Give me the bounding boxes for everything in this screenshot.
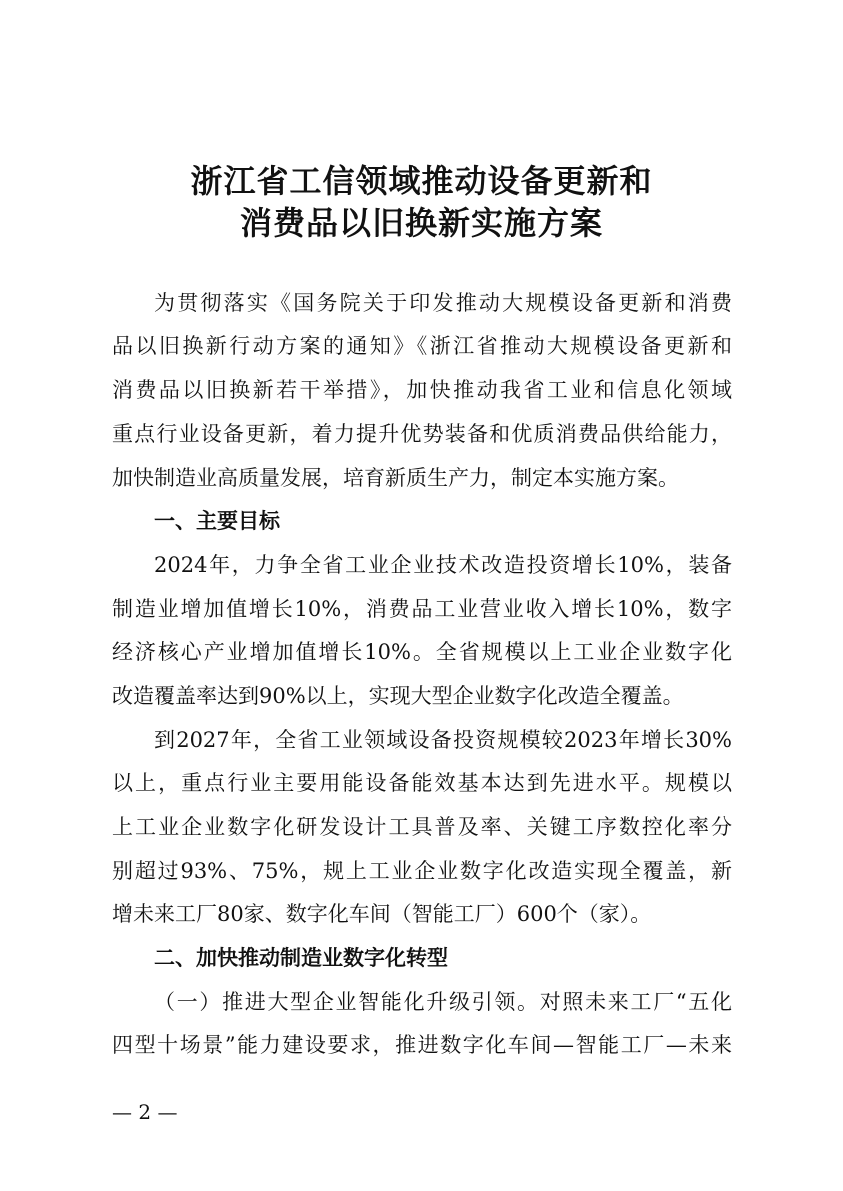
goals-paragraph-line: 制造业增加值增长10%，消费品工业营业收入增长10%，数字 bbox=[112, 597, 732, 621]
intro-paragraph-line: 品以旧换新行动方案的通知》《浙江省推动大规模设备更新和 bbox=[112, 334, 732, 358]
item-one-paragraph-line: （一）推进大型企业智能化升级引领。对照未来工厂“五化 bbox=[154, 990, 732, 1014]
page-number: — 2 — bbox=[112, 1100, 178, 1124]
intro-paragraph-line: 消费品以旧换新若干举措》，加快推动我省工业和信息化领域 bbox=[112, 378, 732, 402]
goals-2027-paragraph-line: 增未来工厂80家、数字化车间（智能工厂）600个（家）。 bbox=[112, 902, 652, 926]
goals-paragraph-line: 2024年，力争全省工业企业技术改造投资增长10%，装备 bbox=[154, 553, 732, 577]
document-title-line-1: 浙江省工信领域推动设备更新和 bbox=[190, 162, 653, 200]
intro-paragraph-line: 为贯彻落实《国务院关于印发推动大规模设备更新和消费 bbox=[154, 291, 732, 315]
intro-paragraph-line: 加快制造业高质量发展，培育新质生产力，制定本实施方案。 bbox=[112, 466, 679, 490]
goals-2027-paragraph-line: 到2027年，全省工业领域设备投资规模较2023年增长30% bbox=[154, 728, 732, 752]
section-heading-digital-transformation: 二、加快推动制造业数字化转型 bbox=[154, 946, 448, 970]
document-title-line-2: 消费品以旧换新实施方案 bbox=[239, 204, 603, 242]
section-heading-main-goals: 一、主要目标 bbox=[154, 509, 280, 533]
goals-paragraph-line: 经济核心产业增加值增长10%。全省规模以上工业企业数字化 bbox=[112, 640, 732, 664]
goals-2027-paragraph-line: 别超过93%、75%，规上工业企业数字化改造实现全覆盖，新 bbox=[112, 859, 732, 883]
goals-2027-paragraph-line: 上工业企业数字化研发设计工具普及率、关键工序数控化率分 bbox=[112, 815, 732, 839]
goals-paragraph-line: 改造覆盖率达到90%以上，实现大型企业数字化改造全覆盖。 bbox=[112, 684, 684, 708]
intro-paragraph-line: 重点行业设备更新，着力提升优势装备和优质消费品供给能力， bbox=[112, 422, 732, 446]
item-one-paragraph-line: 四型十场景”能力建设要求，推进数字化车间—智能工厂—未来 bbox=[112, 1033, 732, 1057]
goals-2027-paragraph-line: 以上，重点行业主要用能设备能效基本达到先进水平。规模以 bbox=[112, 771, 732, 795]
